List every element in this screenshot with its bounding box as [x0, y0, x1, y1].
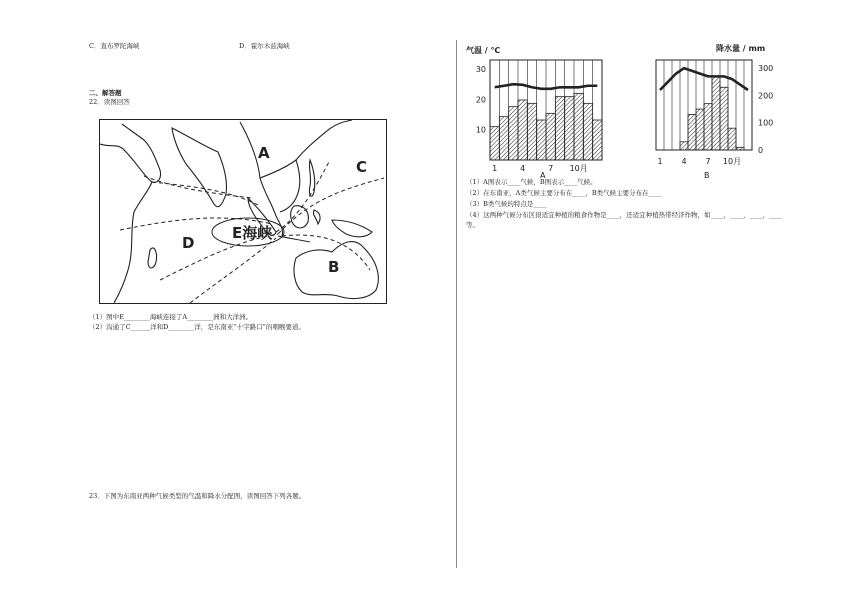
q22-title: 22．读图回答 — [89, 98, 130, 106]
q22-part1: （1）图中E________海峡连接了A________洲和大洋洲。 — [89, 313, 253, 321]
new-guinea — [332, 220, 372, 237]
climate-chart-a — [466, 44, 616, 180]
map-label-c: C — [356, 158, 368, 176]
chart-b-xtick: 4 — [681, 157, 687, 166]
chart-b-precip-bar — [712, 76, 720, 150]
q23-part2: （2）在东南亚，A类气候主要分布在____，B类气候主要分布在____ — [466, 189, 662, 197]
chart-a-precip-bar — [490, 127, 499, 160]
chart-a-precip-bar — [555, 97, 564, 160]
chart-a-precip-bar — [583, 103, 592, 160]
chart-a-xtick: 1 — [492, 164, 498, 173]
chart-a-precip-bar — [509, 107, 518, 160]
chart-b-xtick: 1 — [657, 157, 663, 166]
map-label-d: D — [182, 234, 195, 252]
indochina — [260, 160, 300, 212]
chart-b-precip-bar — [704, 104, 712, 150]
q23-part1: （1）A图表示____气候，B图表示____气候。 — [466, 178, 597, 186]
chart-b-xtick: 7 — [705, 157, 711, 166]
route-7 — [282, 235, 370, 270]
chart-b-caption: B — [704, 171, 710, 180]
chart-b-ytick: 200 — [758, 91, 774, 101]
climate-chart-b — [646, 44, 780, 180]
chart-b-title: 降水量 / mm — [716, 44, 766, 53]
chart-b-precip-bar — [720, 87, 728, 150]
q22-part2: （2）沟通了C______洋和D________洋，是东南亚“十字路口”的咽喉要道。 — [89, 323, 305, 331]
section-title: 二、解答题 — [89, 89, 122, 97]
chart-a-xtick: 10月 — [569, 164, 588, 173]
southeast-asia-map — [99, 119, 387, 304]
chart-a-precip-bar — [499, 117, 508, 160]
chart-a-caption: A — [540, 171, 546, 180]
option-c: C．直布罗陀海峡 — [89, 42, 140, 50]
philippines — [309, 160, 314, 196]
china-coast — [296, 120, 352, 160]
java — [278, 236, 310, 242]
chart-b-precip-bar — [736, 147, 744, 150]
map-drawing — [100, 120, 386, 303]
route-6 — [276, 160, 330, 232]
chart-a-ytick: 20 — [475, 95, 486, 105]
india-coast — [172, 128, 227, 207]
chart-b-ytick: 300 — [758, 64, 774, 74]
africa-coast — [100, 144, 152, 303]
chart-a-precip-bar — [546, 113, 555, 160]
column-divider — [456, 40, 457, 568]
chart-a-xtick: 7 — [548, 164, 554, 173]
q23-part3: （3）B类气候的特点是____ — [466, 200, 547, 208]
chart-a-precip-bar — [574, 93, 583, 160]
route-8 — [190, 238, 276, 303]
chart-b-precip-bar — [696, 109, 704, 150]
chart-a-precip-bar — [593, 120, 602, 160]
chart-a-precip-bar — [518, 100, 527, 160]
map-label-e: E海峡 — [232, 224, 273, 242]
chart-a-ytick: 10 — [475, 125, 486, 135]
q23-part4-cont: 等。 — [466, 221, 479, 229]
chart-b-ytick: 100 — [758, 118, 774, 128]
chart-a-ytick: 30 — [475, 65, 486, 75]
chart-a-precip-bar — [537, 120, 546, 160]
chart-b-precip-bar — [728, 128, 736, 150]
chart-a-precip-bar — [527, 103, 536, 160]
map-label-b: B — [328, 258, 340, 276]
route-2 — [152, 182, 260, 206]
chart-b-precip-bar — [688, 115, 696, 150]
madagascar — [148, 248, 157, 268]
map-label-a: A — [258, 144, 270, 162]
chart-b-ytick: 0 — [758, 146, 764, 155]
chart-a-precip-bar — [565, 97, 574, 160]
option-d: D．霍尔木兹海峡 — [239, 42, 290, 50]
sulawesi — [313, 210, 320, 224]
q23-title: 23．下图为东南亚两种气候类型的气温和降水分配图，读图回答下列各题。 — [89, 492, 306, 500]
chart-b-precip-bar — [680, 142, 688, 150]
chart-a-title: 气温 / ℃ — [466, 46, 501, 55]
q23-part4: （4）这两种气候分布区很适宜种植的粮食作物是____，还适宜种植热带经济作物，如____，____，____，____ — [466, 211, 783, 219]
chart-b-xtick: 10月 — [722, 157, 742, 166]
chart-a-xtick: 4 — [520, 164, 526, 173]
